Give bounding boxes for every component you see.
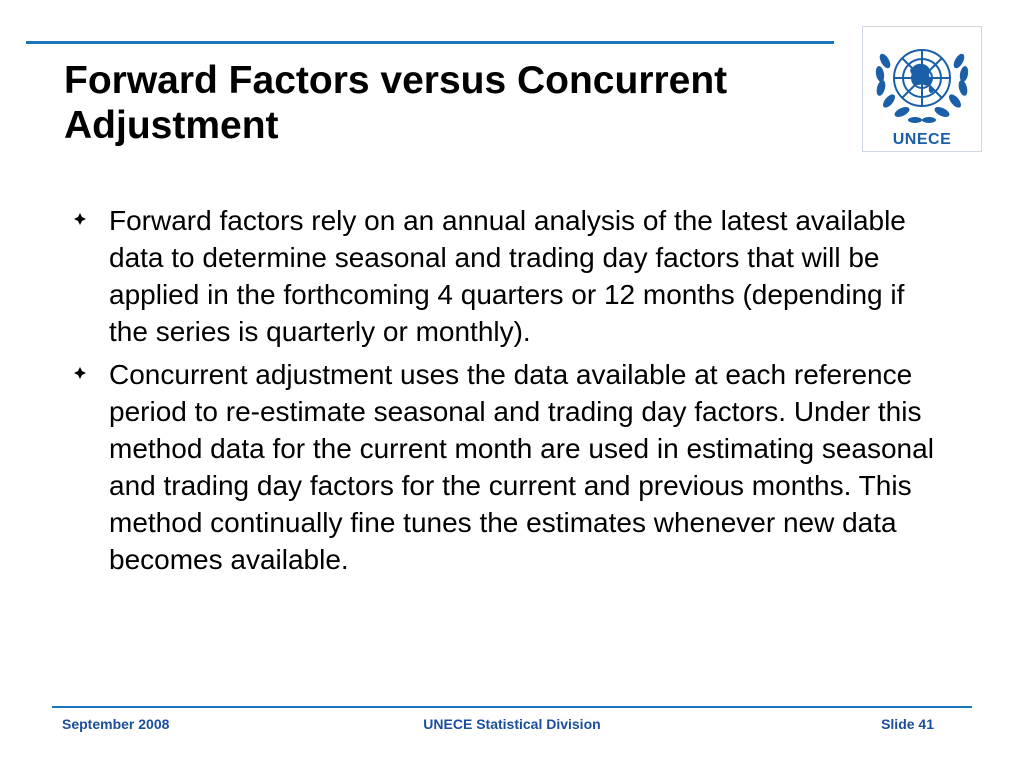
- slide-title: Forward Factors versus Concurrent Adjustment: [64, 59, 728, 147]
- footer-date: September 2008: [62, 716, 170, 732]
- bullet-text: Forward factors rely on an annual analysis of the latest available data to determine seasonal and trading day factors that will be applied in the forthcoming 4 quarters or 12 months (depending if the series is quarterly or monthly).: [109, 205, 906, 347]
- title-underline: [26, 41, 834, 44]
- bullet-item: [72, 356, 952, 578]
- footer-slide-number: Slide 41: [881, 716, 934, 732]
- diamond-bullet-icon: [74, 367, 86, 379]
- logo-label: UNECE: [892, 131, 952, 148]
- bullet-list: [72, 202, 952, 584]
- footer-organization: UNECE Statistical Division: [423, 716, 601, 732]
- footer-divider: [52, 706, 972, 708]
- unece-logo: [862, 26, 982, 152]
- bullet-item: [72, 202, 952, 350]
- un-emblem-icon: [869, 29, 975, 133]
- diamond-bullet-icon: [74, 213, 86, 225]
- bullet-text: Concurrent adjustment uses the data available at each reference period to re-estimate seasonal and trading day factors. Under this method data for the current month are used in estimating seasonal and trading day factors for the current and previous months. This method continually fine tunes the estimates whenever new data becomes available.: [109, 359, 934, 575]
